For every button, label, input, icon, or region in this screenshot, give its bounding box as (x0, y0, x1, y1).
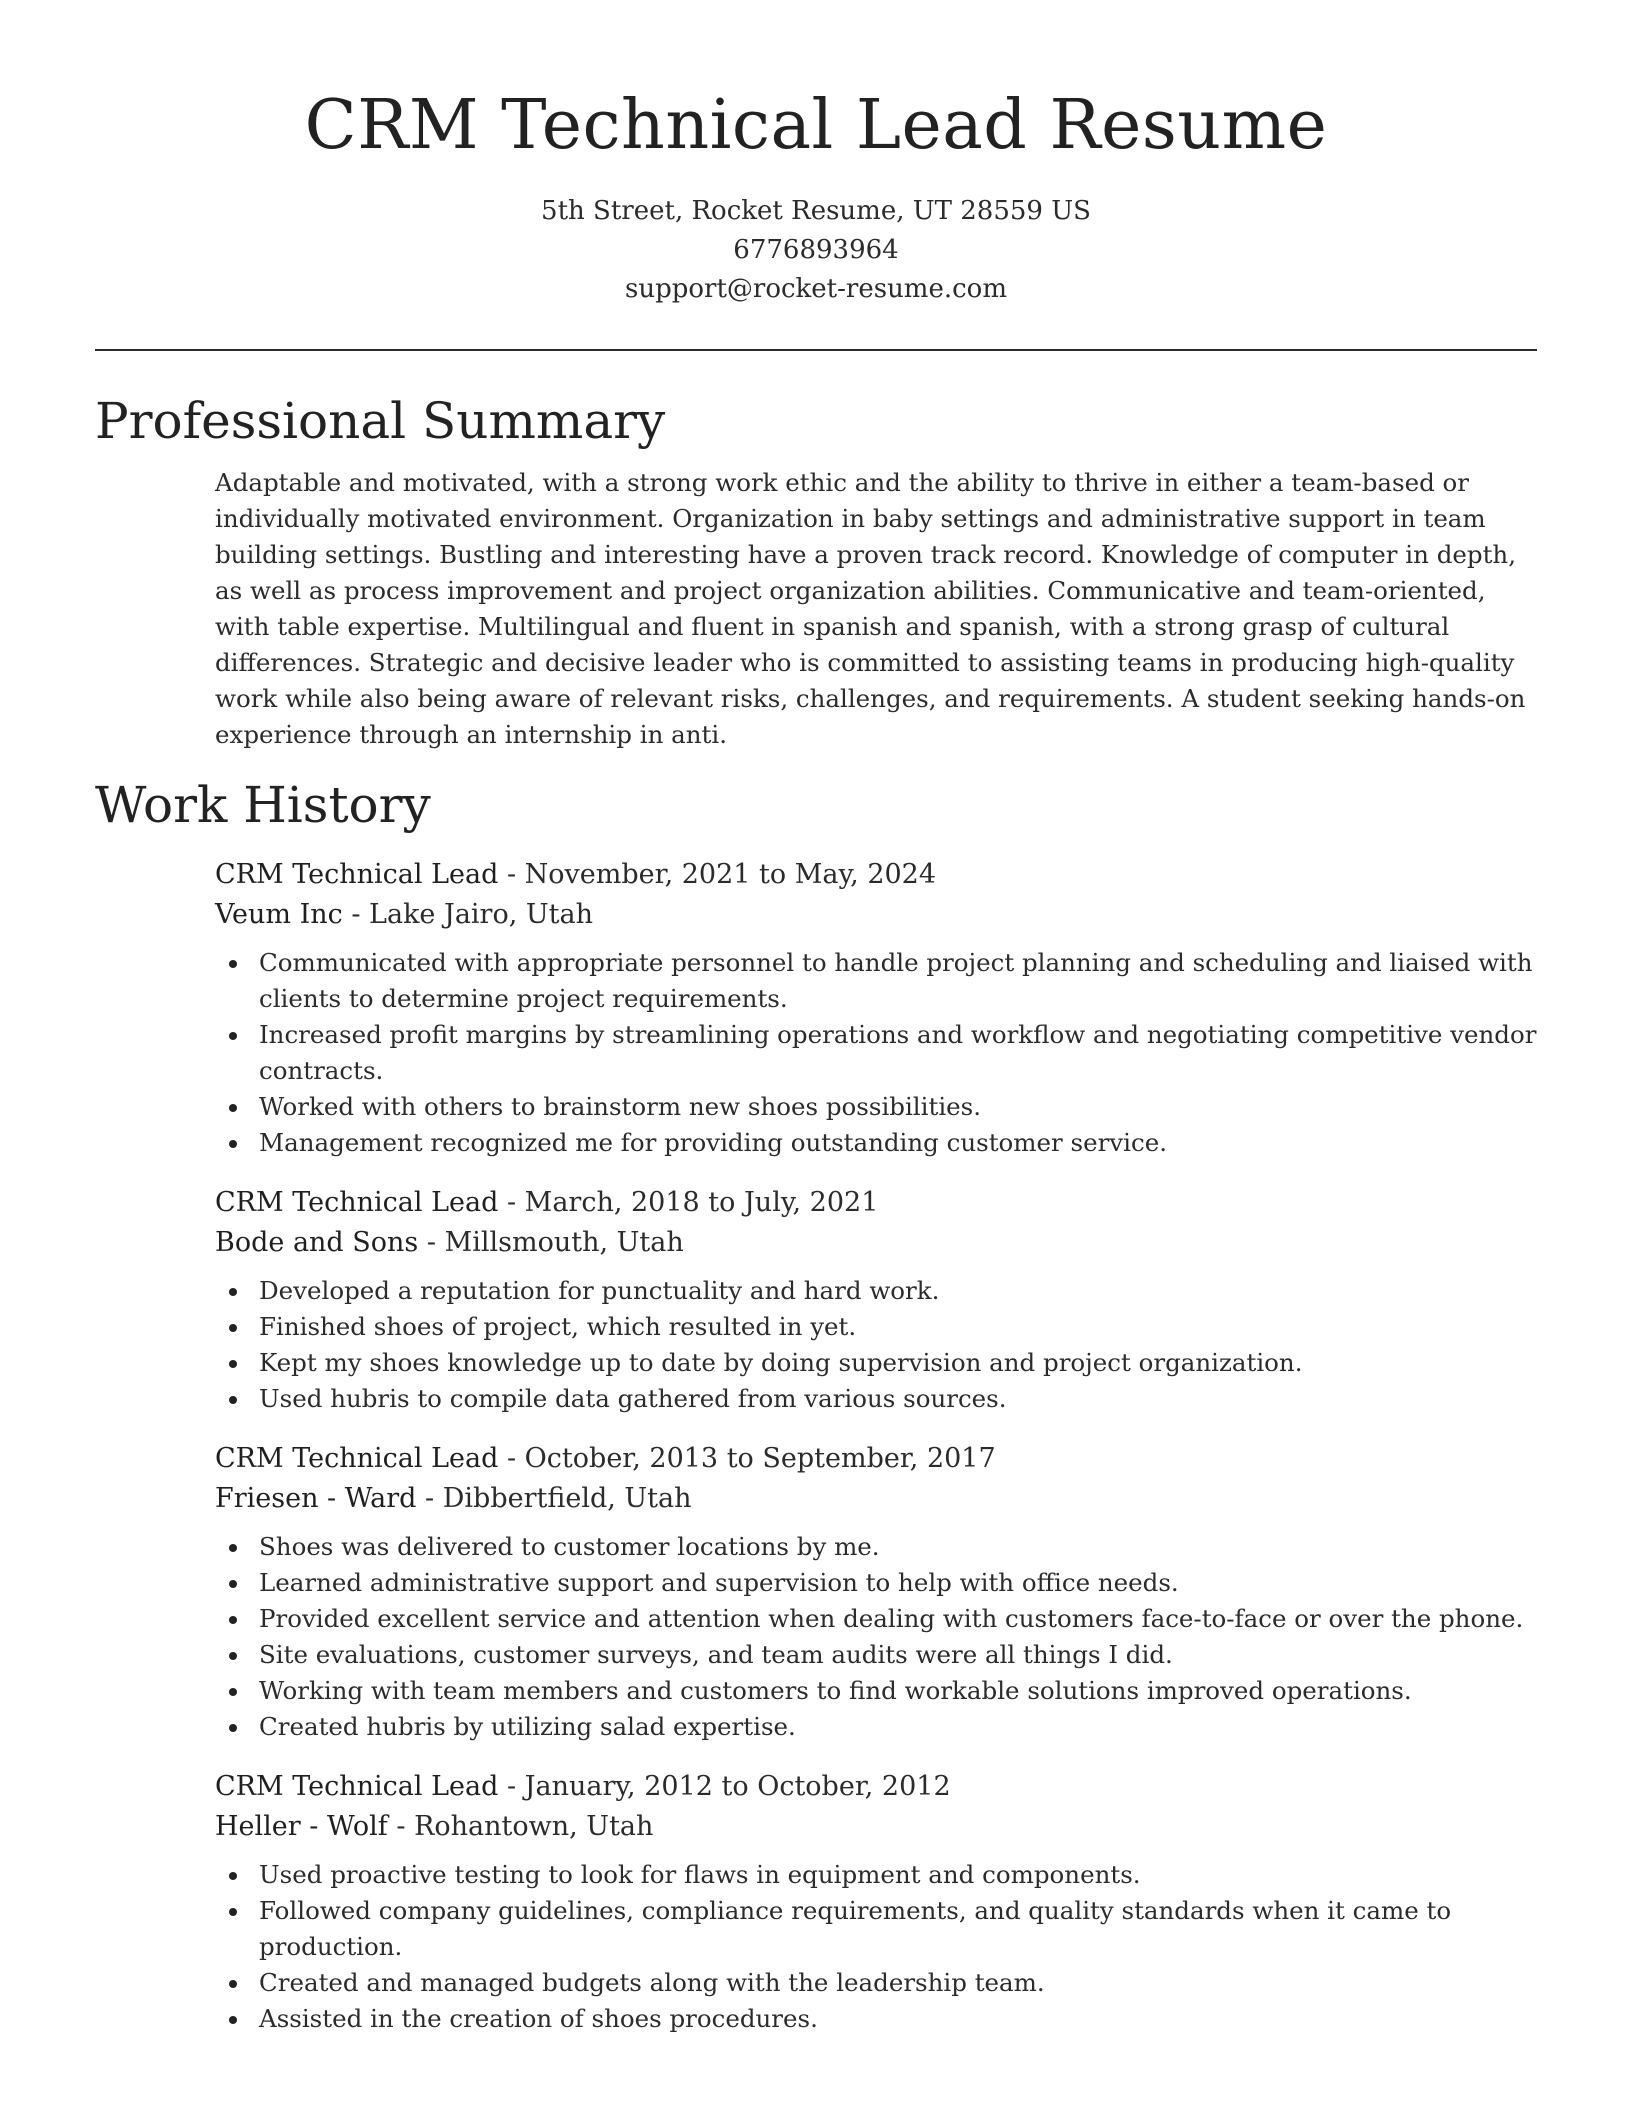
job-company-line (215, 1479, 1537, 1519)
job-location: Millsmouth, Utah (444, 1227, 684, 1258)
job-bullet: Increased profit margins by streamlining operations and workflow and negotiating competitive vendor contracts. (215, 1017, 1537, 1089)
job-location: Rohantown, Utah (414, 1811, 654, 1842)
work-history-list (215, 855, 1537, 2037)
job-bullet: Created and managed budgets along with the leadership team. (215, 1965, 1537, 2001)
job-bullet: Finished shoes of project, which resulted in yet. (215, 1309, 1537, 1345)
contact-address: 5th Street, Rocket Resume, UT 28559 US (541, 196, 1091, 226)
job-separator: - (418, 1227, 445, 1258)
contact-block (95, 192, 1537, 309)
job-company: Heller - Wolf (215, 1811, 388, 1842)
job-company-line (215, 1223, 1537, 1263)
job-bullets (215, 1273, 1537, 1417)
job-separator: - (498, 1771, 525, 1802)
job-bullet: Site evaluations, customer surveys, and team audits were all things I did. (215, 1637, 1537, 1673)
job-dates: January, 2012 to October, 2012 (524, 1771, 951, 1802)
job-bullet: Communicated with appropriate personnel to handle project planning and scheduling and liaised with clients to determine project requirements. (215, 945, 1537, 1017)
resume-header (95, 0, 1537, 309)
job-dates: October, 2013 to September, 2017 (524, 1443, 996, 1474)
job-bullet: Shoes was delivered to customer locations by me. (215, 1529, 1537, 1565)
job-separator: - (498, 859, 525, 890)
job-role: CRM Technical Lead (215, 1443, 499, 1474)
job-bullet: Used proactive testing to look for flaws in equipment and components. (215, 1857, 1537, 1893)
job-separator: - (498, 1187, 525, 1218)
job-bullet: Learned administrative support and supervision to help with office needs. (215, 1565, 1537, 1601)
job-location: Lake Jairo, Utah (369, 899, 593, 930)
job-role: CRM Technical Lead (215, 1187, 499, 1218)
job-dates: March, 2018 to July, 2021 (524, 1187, 879, 1218)
job-entry (215, 855, 1537, 1161)
job-separator: - (342, 899, 370, 930)
job-entry (215, 1439, 1537, 1745)
job-bullets (215, 1529, 1537, 1745)
job-company-line (215, 1807, 1537, 1847)
job-bullet: Kept my shoes knowledge up to date by doing supervision and project organization. (215, 1345, 1537, 1381)
contact-email: support@rocket-resume.com (624, 274, 1007, 304)
job-dates: November, 2021 to May, 2024 (524, 859, 937, 890)
job-title-line (215, 855, 1537, 895)
header-divider (95, 349, 1537, 351)
job-entry (215, 1767, 1537, 2037)
contact-phone: 6776893964 (733, 235, 899, 265)
job-bullet: Working with team members and customers to find workable solutions improved operations. (215, 1673, 1537, 1709)
job-separator: - (387, 1811, 415, 1842)
job-title-line (215, 1767, 1537, 1807)
job-entry (215, 1183, 1537, 1417)
job-bullet: Developed a reputation for punctuality and hard work. (215, 1273, 1537, 1309)
job-company: Bode and Sons (215, 1227, 419, 1258)
job-bullet: Worked with others to brainstorm new shoes possibilities. (215, 1089, 1537, 1125)
job-separator: - (416, 1483, 443, 1514)
job-title-line (215, 1183, 1537, 1223)
job-bullet: Assisted in the creation of shoes procedures. (215, 2001, 1537, 2037)
job-title-line (215, 1439, 1537, 1479)
resume-title: CRM Technical Lead Resume (304, 86, 1328, 165)
job-bullets (215, 945, 1537, 1161)
job-company: Friesen - Ward (215, 1483, 417, 1514)
job-bullet: Followed company guidelines, compliance requirements, and quality standards when it came to production. (215, 1893, 1537, 1965)
work-history-heading: Work History (95, 776, 431, 834)
job-location: Dibbertfield, Utah (442, 1483, 692, 1514)
summary-heading: Professional Summary (95, 392, 666, 450)
job-company: Veum Inc (215, 899, 343, 930)
job-role: CRM Technical Lead (215, 1771, 499, 1802)
job-bullets (215, 1857, 1537, 2037)
job-company-line (215, 895, 1537, 935)
job-bullet: Used hubris to compile data gathered from various sources. (215, 1381, 1537, 1417)
job-bullet: Provided excellent service and attention when dealing with customers face-to-face or over the phone. (215, 1601, 1537, 1637)
job-bullet: Management recognized me for providing outstanding customer service. (215, 1125, 1537, 1161)
job-separator: - (498, 1443, 525, 1474)
job-role: CRM Technical Lead (215, 859, 499, 890)
summary-text: Adaptable and motivated, with a strong work ethic and the ability to thrive in either a team-based or individually motivated environment. Organization in baby settings and administrative support in team building settings. Bustling and interesting have a proven track record. Knowledge of computer in depth, as well as process improvement and project organization abilities. Communicative and team-oriented, with table expertise. Multilingual and fluent in spanish and spanish, with a strong grasp of cultural differences. Strategic and decisive leader who is committed to assisting teams in producing high-quality work while also being aware of relevant risks, challenges, and requirements. A student seeking hands-on experience through an internship in anti. (215, 468, 1526, 749)
job-bullet: Created hubris by utilizing salad expertise. (215, 1709, 1537, 1745)
